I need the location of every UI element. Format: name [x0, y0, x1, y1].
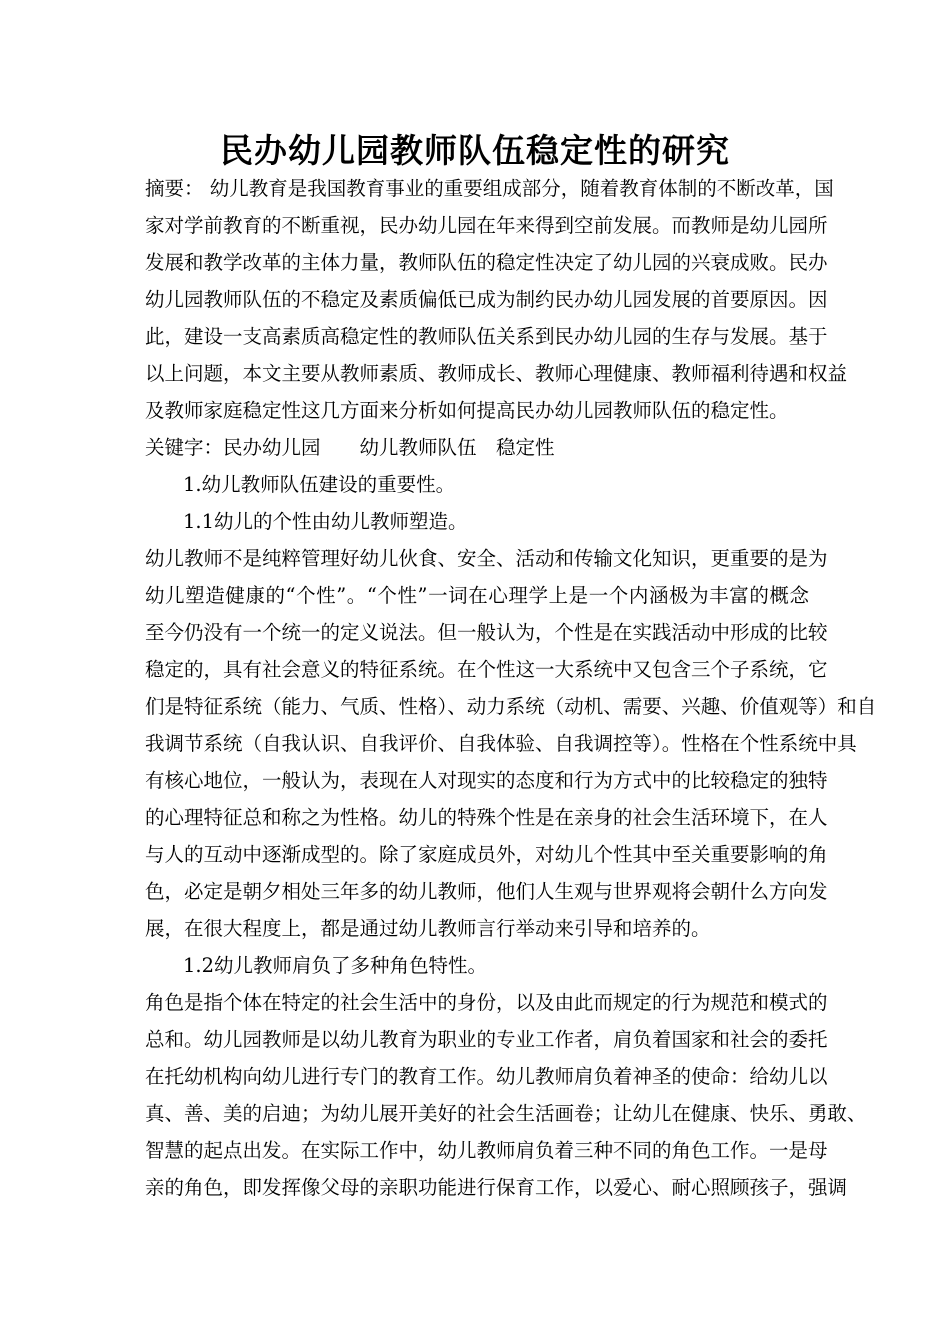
paragraph-line: 的心理特征总和称之为性格。幼儿的特殊个性是在亲身的社会生活环境下，在人: [145, 806, 828, 829]
paragraph-line: 们是特征系统（能力、气质、性格）、动力系统（动机、需要、兴趣、价值观等）和自: [145, 695, 877, 718]
subsection-heading: 1.2幼儿教师肩负了多种角色特性。: [183, 954, 488, 977]
paragraph-line: 总和。幼儿园教师是以幼儿教育为职业的专业工作者，肩负着国家和社会的委托: [145, 1028, 828, 1051]
paragraph-line: 有核心地位，一般认为，表现在人对现实的态度和行为方式中的比较稳定的独特: [145, 769, 828, 792]
abstract-line: 摘要： 幼儿教育是我国教育事业的重要组成部分，随着教育体制的不断改革，国: [145, 177, 834, 200]
abstract-line: 幼儿园教师队伍的不稳定及素质偏低已成为制约民办幼儿园发展的首要原因。因: [145, 288, 828, 311]
paragraph-line: 智慧的起点出发。在实际工作中，幼儿教师肩负着三种不同的角色工作。一是母: [145, 1139, 828, 1162]
paragraph-line: 亲的角色，即发挥像父母的亲职功能进行保育工作，以爱心、耐心照顾孩子，强调: [145, 1176, 848, 1199]
paragraph-line: 稳定的，具有社会意义的特征系统。在个性这一大系统中又包含三个子系统，它: [145, 658, 828, 681]
paragraph-line: 角色是指个体在特定的社会生活中的身份，以及由此而规定的行为规范和模式的: [145, 991, 828, 1014]
paragraph-line: 色，必定是朝夕相处三年多的幼儿教师，他们人生观与世界观将会朝什么方向发: [145, 880, 828, 903]
paragraph-line: 展，在很大程度上，都是通过幼儿教师言行举动来引导和培养的。: [145, 917, 711, 940]
keywords-line: 关键字：民办幼儿园 幼儿教师队伍 稳定性: [145, 436, 555, 459]
section-1-2-paragraph: [145, 984, 867, 1206]
paragraph-line: 在托幼机构向幼儿进行专门的教育工作。幼儿教师肩负着神圣的使命：给幼儿以: [145, 1065, 828, 1088]
paragraph-line: 幼儿塑造健康的“个性”。“个性”一词在心理学上是一个内涵极为丰富的概念: [145, 584, 809, 607]
abstract-line: 以上问题，本文主要从教师素质、教师成长、教师心理健康、教师福利待遇和权益: [145, 362, 848, 385]
document-body: [145, 170, 877, 1206]
section-1-1-paragraph: [145, 540, 877, 947]
document-title: 民办幼儿园教师队伍稳定性的研究: [220, 131, 730, 170]
section-heading: 1.幼儿教师队伍建设的重要性。: [183, 473, 456, 496]
abstract-line: 家对学前教育的不断重视，民办幼儿园在年来得到空前发展。而教师是幼儿园所: [145, 214, 828, 237]
subsection-heading: 1.1幼儿的个性由幼儿教师塑造。: [183, 510, 468, 533]
paragraph-line: 我调节系统（自我认识、自我评价、自我体验、自我调控等）。性格在个性系统中具: [145, 732, 857, 755]
paragraph-line: 幼儿教师不是纯粹管理好幼儿伙食、安全、活动和传输文化知识，更重要的是为: [145, 547, 828, 570]
paragraph-line: 真、善、美的启迪；为幼儿展开美好的社会生活画卷；让幼儿在健康、快乐、勇敢、: [145, 1102, 867, 1125]
abstract-line: 此，建设一支高素质高稳定性的教师队伍关系到民办幼儿园的生存与发展。基于: [145, 325, 828, 348]
paragraph-line: 与人的互动中逐渐成型的。除了家庭成员外，对幼儿个性其中至关重要影响的角: [145, 843, 828, 866]
abstract-paragraph: [145, 170, 848, 429]
abstract-line: 及教师家庭稳定性这几方面来分析如何提高民办幼儿园教师队伍的稳定性。: [145, 399, 789, 422]
abstract-line: 发展和教学改革的主体力量，教师队伍的稳定性决定了幼儿园的兴衰成败。民办: [145, 251, 828, 274]
paragraph-line: 至今仍没有一个统一的定义说法。但一般认为，个性是在实践活动中形成的比较: [145, 621, 828, 644]
